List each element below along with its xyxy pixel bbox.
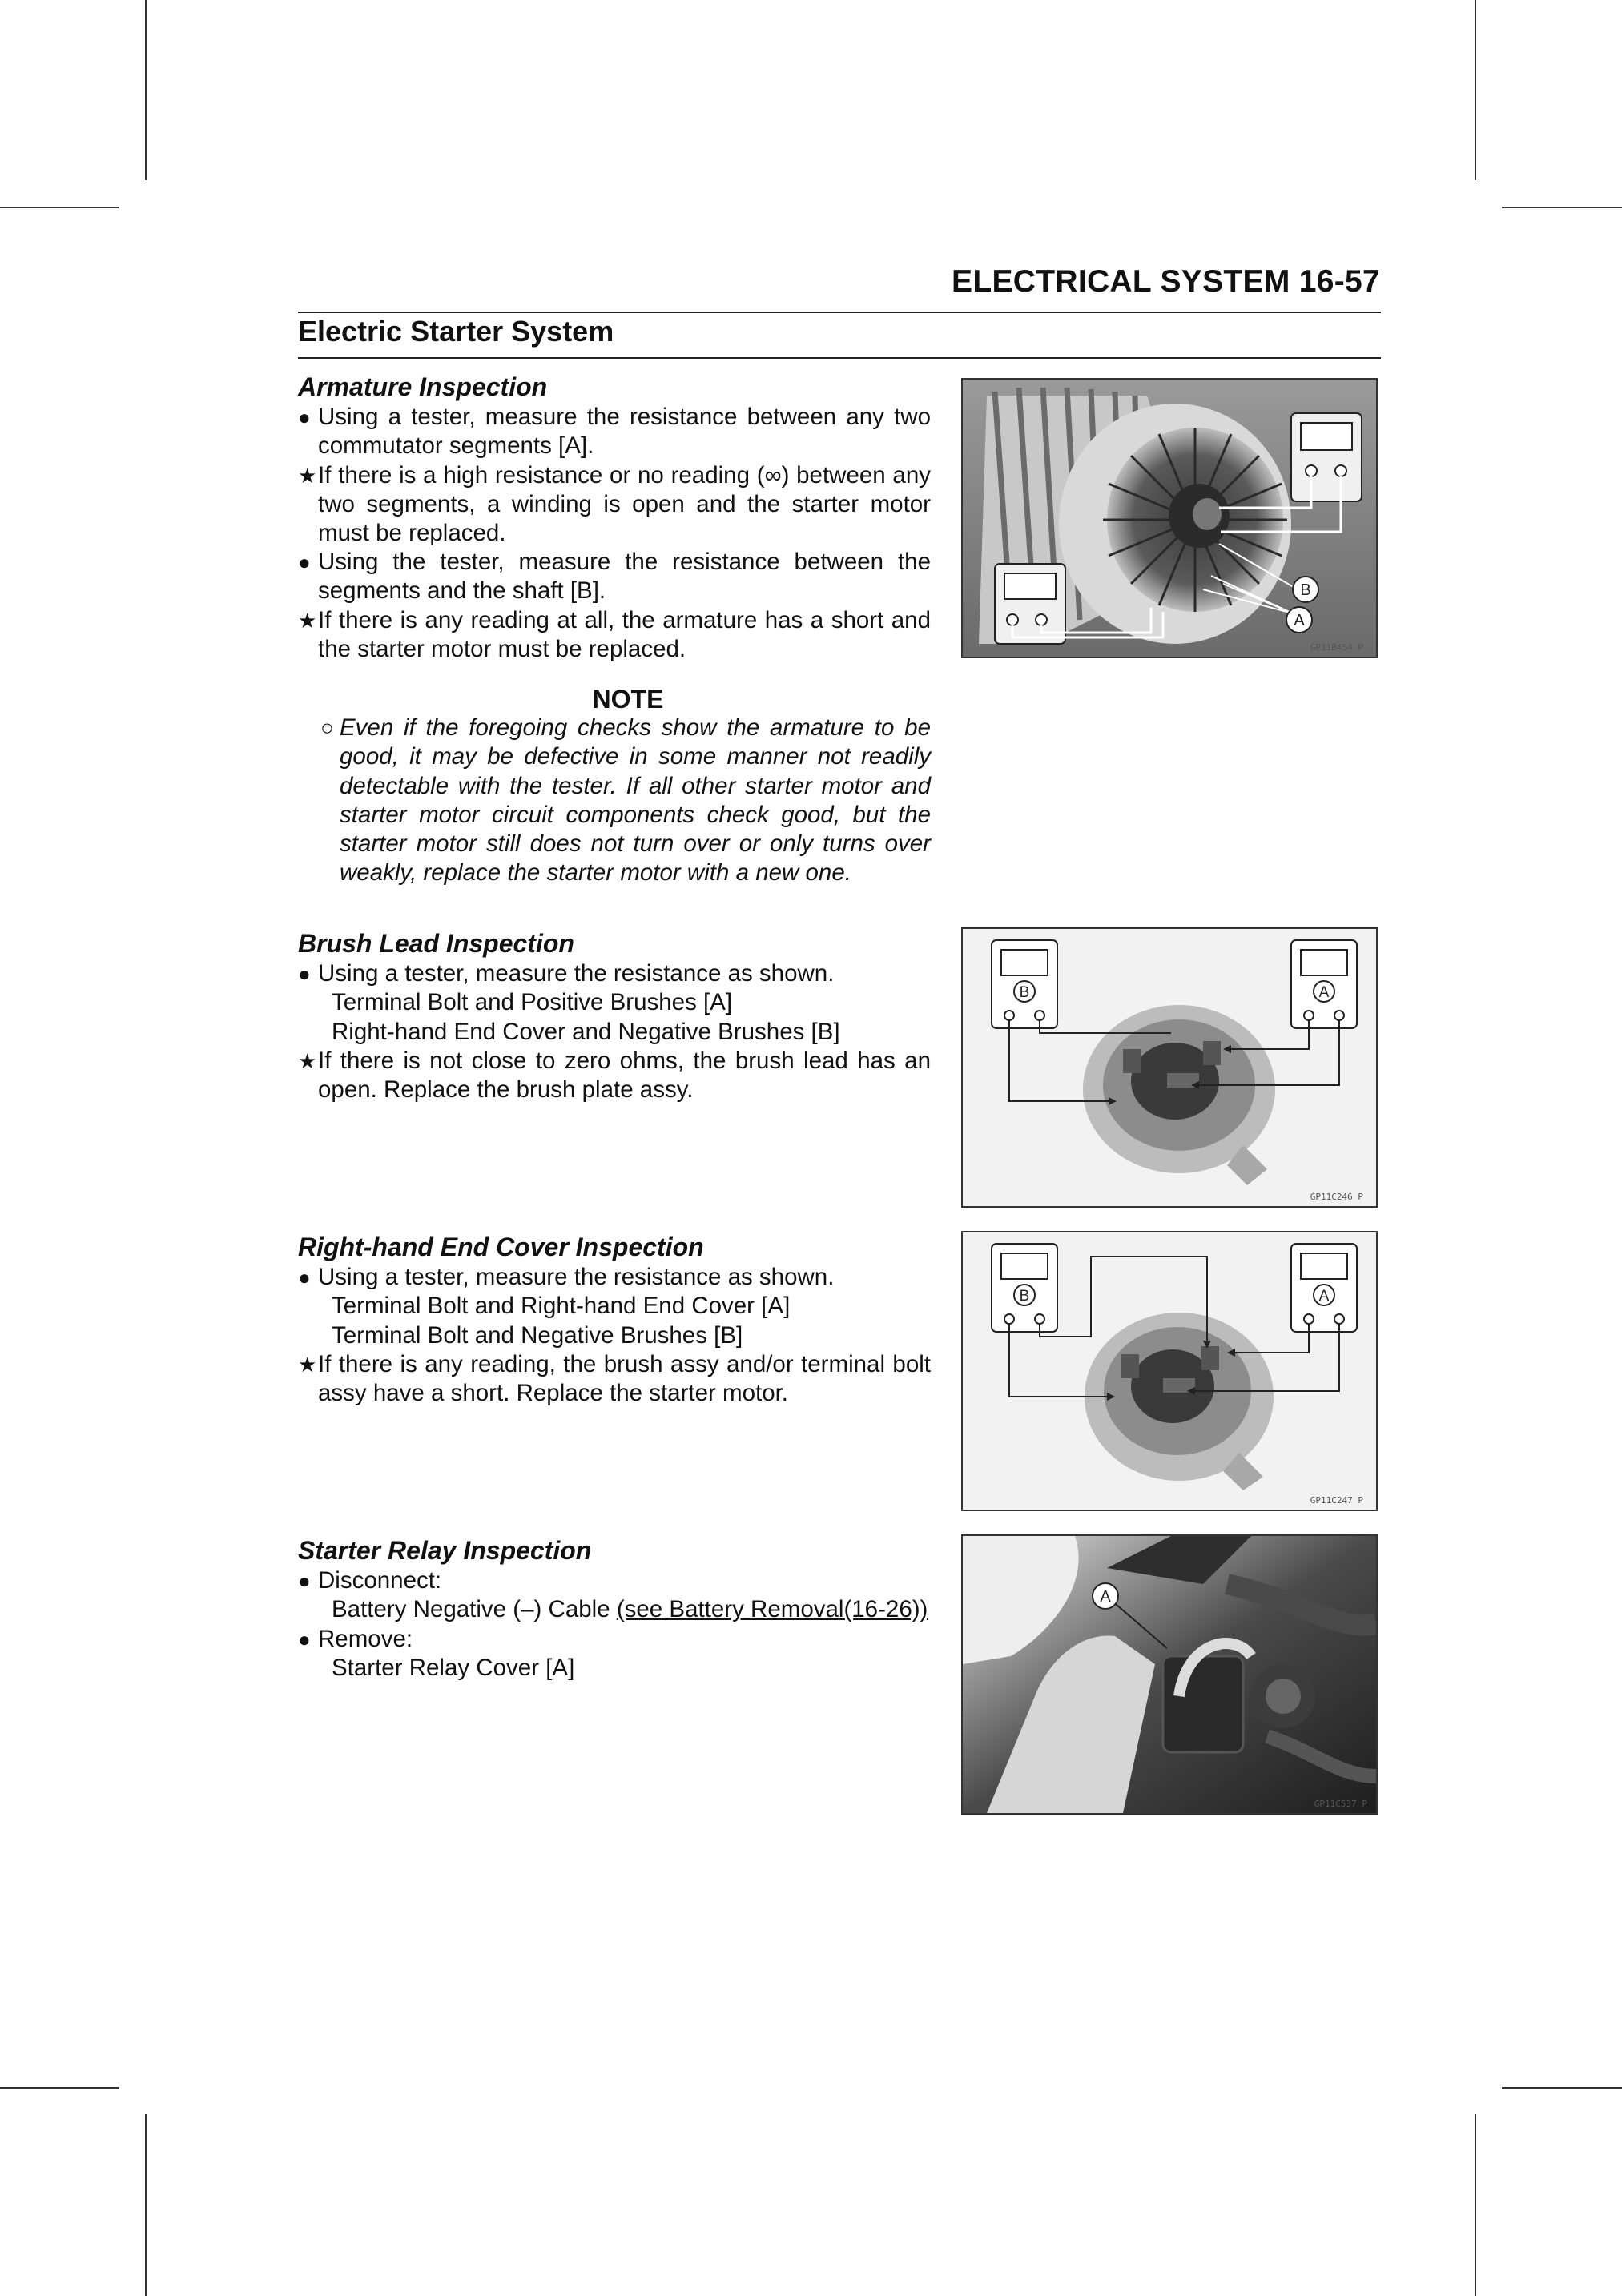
figure-code: GP11C246 P — [1310, 1192, 1363, 1202]
item-text: Using a tester, measure the resistance as shown. — [318, 960, 835, 987]
crop-mark — [1502, 207, 1622, 208]
header-rule — [298, 312, 1381, 313]
bullet-mark: ● — [298, 962, 311, 987]
brush-lead-figure — [961, 927, 1378, 1208]
battery-removal-link[interactable]: (see Battery Removal(16-26)) — [616, 1596, 928, 1623]
crop-mark — [1502, 2087, 1622, 2089]
crop-mark — [0, 2087, 119, 2089]
item-text: If there is any reading at all, the armature has a short and the starter motor must be replaced. — [318, 606, 931, 662]
list-item — [298, 1625, 931, 1654]
list-item — [298, 1047, 931, 1104]
item-text: Using a tester, measure the resistance between any two commutator segments [A]. — [318, 404, 931, 460]
relay-title: Starter Relay Inspection — [298, 1536, 592, 1565]
sub-line-text: Battery Negative (–) Cable — [332, 1596, 617, 1623]
note-text: Even if the foregoing checks show the armature to be good, it may be defective in some manner not readily detectable with the tester. If all other starter motor and starter motor circuit components check good, but the starter motor still does not turn over or only turns over weakly, replace the starter motor with a new one. — [340, 714, 931, 887]
label-a: A — [1318, 984, 1330, 1001]
bullet-mark: ● — [298, 550, 311, 575]
item-text: Remove: — [318, 1625, 413, 1652]
star-mark: ★ — [298, 608, 317, 633]
end-cover-figure — [961, 1231, 1378, 1511]
list-item — [298, 959, 931, 988]
label-b: B — [1019, 1288, 1030, 1305]
sub-line: Terminal Bolt and Right-hand End Cover [A] — [332, 1293, 791, 1320]
list-item — [298, 403, 931, 460]
label-a: A — [1100, 1588, 1111, 1606]
item-text: Disconnect: — [318, 1567, 442, 1594]
item-text: If there is a high resistance or no reading (∞) between any two segments, a winding is open and the starter motor must be replaced. — [318, 461, 931, 547]
list-item — [298, 606, 931, 664]
figure-code: GP11C537 P — [1314, 1799, 1367, 1809]
relay-section — [298, 1536, 931, 1683]
section-rule — [298, 357, 1381, 359]
note-title: NOTE — [592, 685, 664, 714]
star-mark: ★ — [298, 1048, 317, 1073]
list-item — [298, 1350, 931, 1408]
bullet-mark: ● — [298, 1627, 311, 1651]
sub-line: Right-hand End Cover and Negative Brushes [B] — [332, 1018, 840, 1045]
item-text: Using the tester, measure the resistance between the segments and the shaft [B]. — [318, 549, 931, 605]
bullet-mark: ● — [298, 405, 311, 430]
crop-mark — [1475, 2114, 1476, 2296]
starter-relay-figure — [961, 1534, 1378, 1815]
sub-line: Starter Relay Cover [A] — [332, 1654, 575, 1681]
bullet-mark: ● — [298, 1569, 311, 1594]
armature-title: Armature Inspection — [298, 372, 548, 401]
brush-lead-section — [298, 929, 931, 1104]
sub-line — [298, 1595, 931, 1624]
end-cover-title: Right-hand End Cover Inspection — [298, 1232, 704, 1261]
crop-mark — [1475, 0, 1476, 180]
label-b: B — [1019, 984, 1030, 1001]
item-text: If there is not close to zero ohms, the brush lead has an open. Replace the brush plate assy. — [318, 1047, 931, 1104]
label-b: B — [1300, 581, 1311, 599]
armature-section — [298, 372, 931, 887]
list-item — [298, 461, 931, 549]
armature-figure — [961, 378, 1378, 658]
running-title: ELECTRICAL SYSTEM 16-57 — [952, 264, 1380, 299]
label-a: A — [1318, 1288, 1330, 1305]
star-mark: ★ — [298, 463, 317, 488]
item-text: Using a tester, measure the resistance as shown. — [318, 1264, 835, 1291]
circle-mark: ○ — [320, 715, 334, 741]
item-text: If there is any reading, the brush assy and/or terminal bolt assy have a short. Replace the starter motor. — [318, 1350, 931, 1407]
star-mark: ★ — [298, 1352, 317, 1377]
figure-code: GP11C247 P — [1310, 1495, 1363, 1506]
brush-lead-title: Brush Lead Inspection — [298, 929, 574, 958]
end-cover-section — [298, 1232, 931, 1408]
list-item — [298, 1263, 931, 1292]
bullet-mark: ● — [298, 1265, 311, 1290]
figure-code: GP11B454 P — [1310, 642, 1363, 653]
section-title: Electric Starter System — [298, 315, 614, 348]
label-a: A — [1294, 612, 1305, 629]
crop-mark — [145, 0, 147, 180]
sub-line: Terminal Bolt and Positive Brushes [A] — [332, 989, 733, 1016]
crop-mark — [0, 207, 119, 208]
list-item — [298, 548, 931, 605]
crop-mark — [145, 2114, 147, 2296]
list-item — [298, 1566, 931, 1595]
sub-line: Terminal Bolt and Negative Brushes [B] — [332, 1321, 743, 1349]
note-body — [298, 714, 931, 887]
